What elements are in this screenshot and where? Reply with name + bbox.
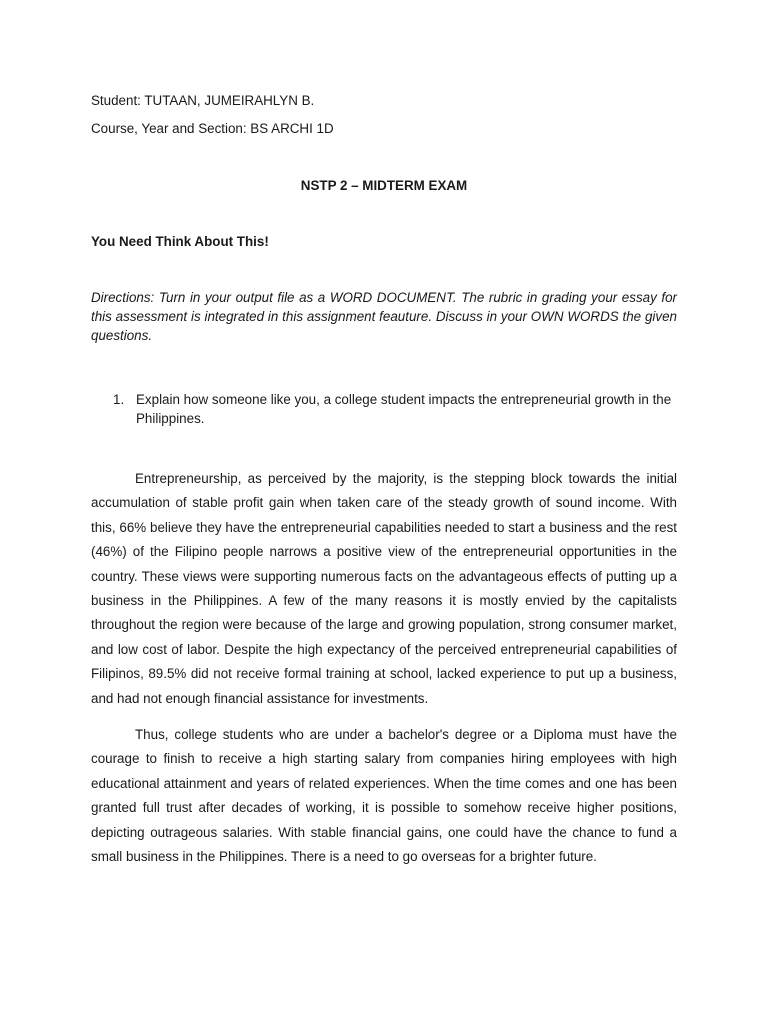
question-number: 1. xyxy=(113,392,125,407)
section-heading: You Need Think About This! xyxy=(91,234,269,249)
answer-paragraph: Entrepreneurship, as perceived by the majority, is the stepping block towards the initial accumulation of stable profit gain when taken care of the steady growth of sound income. With this, 66% believe they have the entrepreneurial capabilities needed to start a business and the rest (46%) of the Filipino people narrows a positive view of the entrepreneurial opportunities in the country. These views were supporting numerous facts on the advantageous effects of putting up a business in the Philippines. A few of the many reasons it is mostly envied by the capitalists throughout the region were because of the large and growing population, strong consumer market, and low cost of labor. Despite the high expectancy of the perceived entrepreneurial capabilities of Filipinos, 89.5% did not receive formal training at school, lacked experience to put up a business, and had not enough financial assistance for investments. xyxy=(91,471,677,706)
exam-title: NSTP 2 – MIDTERM EXAM xyxy=(300,178,468,193)
student-name: Student: TUTAAN, JUMEIRAHLYN B. xyxy=(91,93,315,108)
question-item xyxy=(91,390,677,428)
question-text: Explain how someone like you, a college student impacts the entrepreneurial growth in the Philippines. xyxy=(136,392,672,426)
answer-paragraph: Thus, college students who are under a bachelor's degree or a Diploma must have the courage to finish to receive a high starting salary from companies hiring employees with high educational attainment and years of related experiences. When the time comes and one has been granted full trust after decades of working, it is possible to somehow receive higher positions, depicting outrageous salaries. With stable financial gains, one could have the chance to fund a small business in the Philippines. There is a need to go overseas for a brighter future. xyxy=(91,727,677,865)
course-section: Course, Year and Section: BS ARCHI 1D xyxy=(91,121,334,136)
directions-text: Directions: Turn in your output file as a WORD DOCUMENT. The rubric in grading your essay for this assessment is integrated in this assignment feauture. Discuss in your OWN WORDS the given questions. xyxy=(91,290,677,343)
